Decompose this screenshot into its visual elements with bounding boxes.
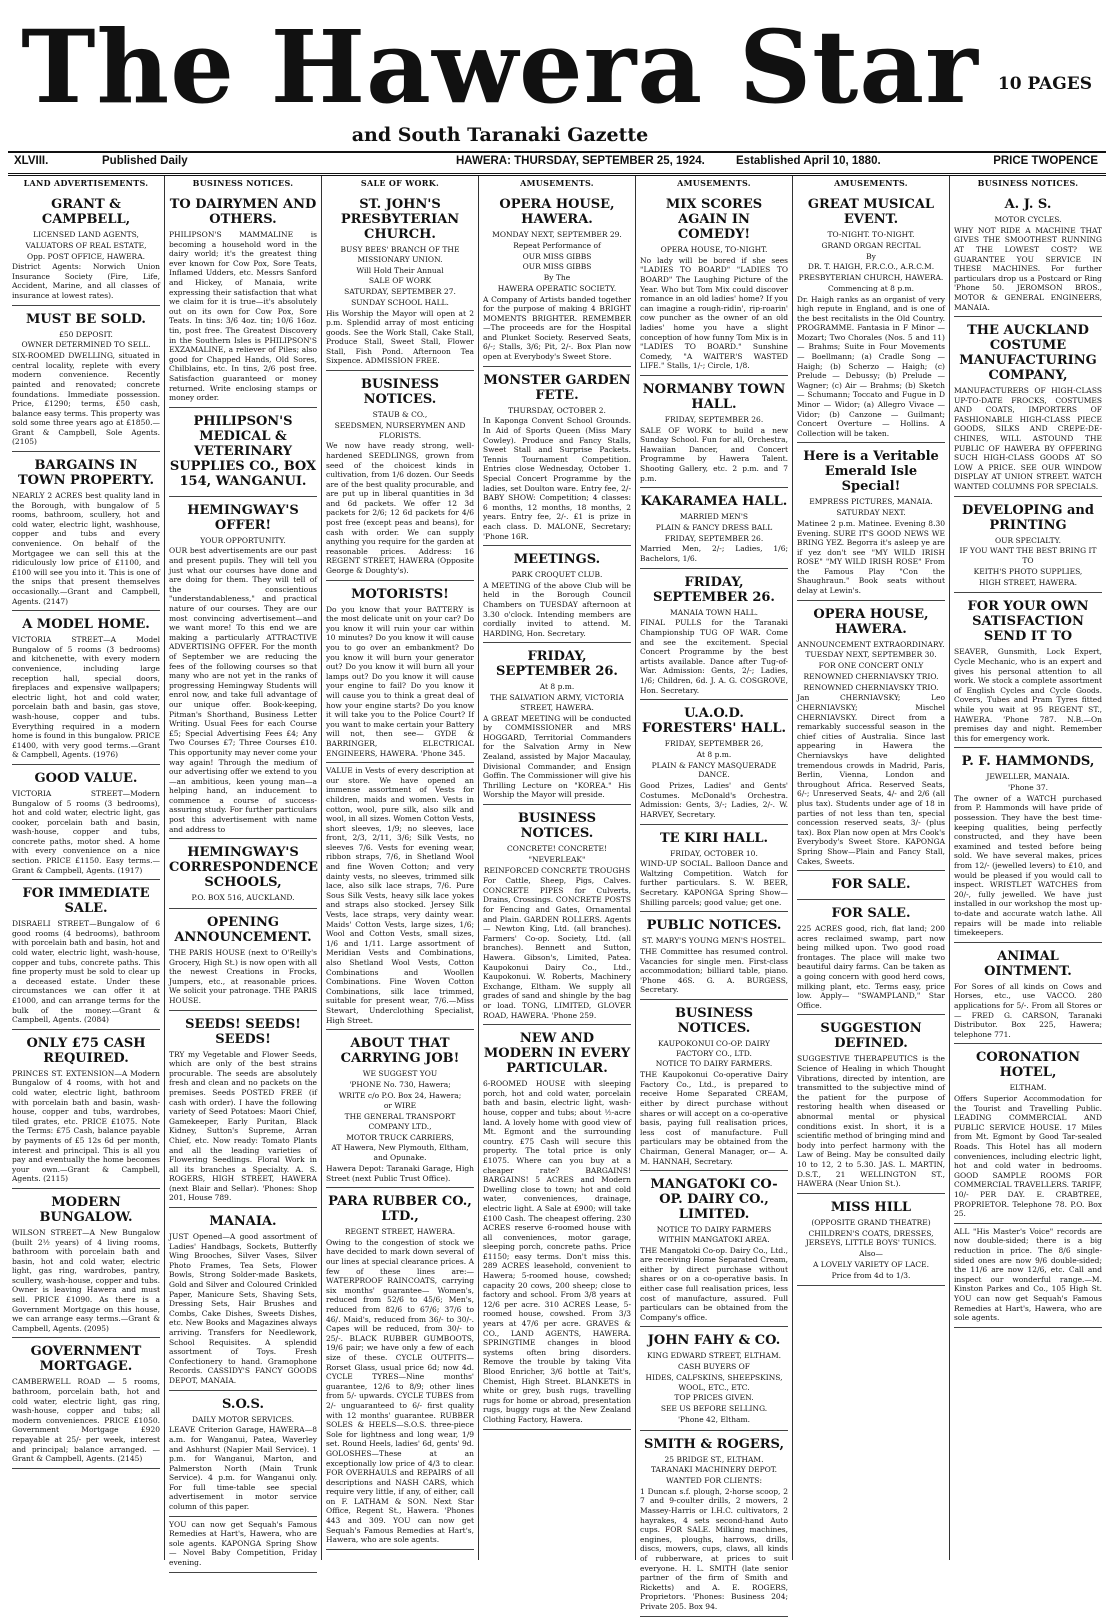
ad-line: MOTOR TRUCK CARRIERS, [346,1132,454,1142]
ad-body: SUGGESTIVE THERAPEUTICS is the Science of Healing in which Thought Vibrations, directed by intention, are transmitted to the subjective mind of the patient for the purpose of restoring health when diseased or abnormal mental or physical conditions exist. In short, it is a scientific method of bringing mind and body into perfect harmony with the Law of Being. May be consulted daily 10 to 12, 2 to 5.30. JAS. L. MARTIN, D.S.T., 21 WELLINGTON ST., HAWERA (Near Union St.). [797,1054,945,1189]
price: PRICE TWOPENCE [993,155,1098,167]
ad-heading: MISS HILL [830,1199,912,1215]
advertisement [640,1171,788,1327]
advertisement [954,317,1102,497]
ad-line: SEEDSMEN, NURSERYMEN AND FLORISTS. [334,420,466,440]
ad-line: DR. T. HAIGH, F.R.C.O., A.R.C.M. [807,262,935,272]
ad-heading: OPENING ANNOUNCEMENT. [174,915,312,945]
ad-line: OUR MISS GIBBS [522,262,592,272]
ad-line: PLAIN & FANCY MASQUERADE DANCE. [651,760,777,780]
ad-line: THURSDAY, OCTOBER 2. [508,405,606,415]
ad-line: RENOWNED CHERNIAVSKY TRIO. [803,682,939,692]
ad-line: OPERA HOUSE, TO-NIGHT. [660,245,768,254]
ad-heading: MUST BE SOLD. [26,311,146,327]
advertisement [640,569,788,701]
ad-body: The owner of a WATCH purchased from P. Hammonds will have pride of possession. They have the best time-keeping qualities, being perfectly constructed, and they have been examined and tested before being sold. We have several makes, prices from 12/- (jewelled levers) to £10, and would be pleased if you would call to inspect. WRISTLET WATCHES from 20/-, fully jewelled. We have just installed in our workshop the most up-to-date and accurate watch lathe. All repairs will be made into reliable timekeepers. [954,793,1102,938]
ad-line: By [866,251,876,261]
ad-line: 25 BRIDGE ST., ELTHAM. [664,1454,764,1464]
ad-line: JEWELLER, MANAIA. [986,772,1070,782]
ad-line: KAUPOKONUI CO-OP. DAIRY FACTORY CO., LTD. [658,1038,770,1058]
ad-body: THE Committee has resumed control. Vacancies for single men. First-class accommodation; billiard table, piano. 'Phone 46S. G. A. BURGESS, Secretary. [640,946,788,995]
ad-heading: A. J. S. [1004,197,1052,212]
column-5 [636,176,793,1611]
ad-body: 225 ACRES good, rich, flat land; 200 acres reclaimed swamp, part now being milked upon. Two good road frontages. The place will make two beautiful dairy farms. Can be taken as a going concern with good herd cows, milking plant, etc. Terms easy, price low. Apply— "SWAMPLAND," Star Office. [797,924,945,1010]
ad-line: £50 DEPOSIT. [59,329,113,339]
ad-line: AT Hawera, New Plymouth, Eltham, and Opunake. [331,1143,469,1163]
ad-body: Good Prizes, Ladies' and Gents' Costumes. McDonald's Orchestra. Admission: Gents, 3/-; Ladies, 2/-. W. HARVEY, Secretary. [640,781,788,819]
ad-heading: BUSINESS NOTICES. [674,1005,754,1036]
ad-body: Offers Superior Accommodation for the Tourist and Travelling Public. LEADING COMMERCIAL AND PUBLIC SERVICE HOUSE. 17 Miles from Mt. Egmont by Good Tar-sealed Roads. This Hotel has all modern conveniences, including electric light, hot and cold water in bedrooms. GOOD SAMPLE ROOMS FOR COMMERCIAL TRAVELLERS. TARIFF, 10/- PER DAY. E. CRABTREE, PROPRIETOR. Telephone 78. P.O. Box 25. [954,1094,1102,1219]
ad-line: DAILY MOTOR SERVICES. [191,1414,295,1424]
ad-line: ANNOUNCEMENT EXTRAORDINARY. [797,639,945,649]
column-header: AMUSEMENTS. [520,178,594,188]
ad-heading: GOOD VALUE. [34,770,138,786]
ad-line: SALE OF WORK [368,276,432,286]
ad-heading: P. F. HAMMONDS, [961,754,1095,770]
newspaper-title: The Hawera Star [21,8,979,126]
ad-heading: FRIDAY, SEPTEMBER 26. [496,649,618,680]
ad-line: RENOWNED CHERNIAVSKY TRIO. [803,671,939,681]
column-header: AMUSEMENTS. [834,178,908,188]
ad-line: At 8 p.m. [696,749,732,759]
advertisement [169,1391,317,1517]
ad-body: SIX-ROOMED DWELLING, situated in central locality, replete with every modern convenience. Recently painted and renovated; concrete foundations. Immediate possession. Price, £1290; terms, £50 cash, balance easy terms. This property was sold some three years ago at £1850.—Grant & Campbell, Sole Agents. (2105) [12,351,160,447]
ad-body: JUST Opened—A good assortment of Ladies' Handbags, Sockets, Butterfly Wing Brooches, Silver Vases, Silver Photo Frames, Tea Sets, Flower Bowls, Strong Solder-made Baskets, Gold and Silver and Coloured Crinkled Paper, Manicure Sets, Shaving Sets, Dressing Sets, Hair Brushes and Combs, Cake Dishes, Sweets Dishes, etc. New Books and Magazines always arriving. Transfers for Needlework, School Requisites. A splendid assortment of Toys. Fresh Confectionery to hand. Gramophone Records. CASSIDY'S FANCY GOODS DEPOT, MANAIA. [169,1232,317,1385]
ad-heading: OPERA HOUSE, HAWERA. [499,197,615,227]
column-7 [950,176,1106,1560]
advertisement [797,443,945,600]
advertisement [640,825,788,913]
advertisement [169,839,317,909]
ad-line: FRIDAY, SEPTEMBER 26. [664,533,764,543]
ad-body: VICTORIA STREET—Modern Bungalow of 5 rooms (3 bedrooms), hot and cold water, electric light, gas cooker, porcelain bath and basin, wash-house, copper and tubs, concrete paths, motor shed. A home with every convenience on a nice section. PRICE £1150. Easy terms.—Grant & Campbell, Agents. (1917) [12,788,160,875]
ad-line: TUESDAY NEXT, SEPTEMBER 30. [805,650,937,660]
ad-line: YOUR OPPORTUNITY. [200,535,286,545]
advertisement [12,306,160,452]
ad-body: In Kaponga Convent School Grounds. In Aid of Sports Queen (Miss Mary Cowley). Produce and Fancy Stalls, Sweet Stall and Surprise Packets. Tennis Tournament Competition. Entries close Wednesday, October 1. Special Concert Programme by the ladies, set Doulton ware. Entry fee, 2/- BABY SHOW: Competition; 4 classes: 6 months, 12 months, 18 months, 2 years. Entry fee, 2/-. £1 is prize in each class. D. MALONE, Secretary; 'Phone 16R. [483,416,631,541]
ad-heading: GREAT MUSICAL EVENT. [807,197,935,227]
advertisement [640,1327,788,1430]
ad-body: His Worship the Mayor will open at 2 p.m. Splendid array of most enticing goods. See the Work Stall, Cake Stall, Produce Stall, Sweet Stall, Flower Stall, Fish Pond. Afternoon Tea Sixpence. ADMISSION FREE. [326,308,474,366]
ad-body: Hawera Depot: Taranaki Garage, High Street (next Public Trust Office). [326,1163,474,1183]
advertisement [12,1338,160,1468]
ad-heading: THE AUCKLAND COSTUME MANUFACTURING COMPANY, [959,323,1097,384]
advertisement [954,1044,1102,1223]
ad-heading: SEEDS! SEEDS! SEEDS! [185,1016,301,1047]
ad-line: THE GENERAL TRANSPORT COMPANY LTD., [344,1112,456,1131]
ad-heading: PARA RUBBER CO., LTD., [328,1194,472,1225]
ad-body: CAMBERWELL ROAD — 5 rooms, bathroom, porcelain bath, hot and cold water, electric light, gas ring, wash-house, copper and tubs; all modern conveniences. PRICE £1050. Government Mortgage £920 repayable at 25/- per week, interest and principal; balance arranged. — Grant & Campbell, Agents. (2145) [12,1377,160,1464]
ad-heading: MANAIA. [209,1214,277,1230]
advertisement [640,376,788,488]
ad-body: For Sores of all kinds on Cows and Horses, etc., use VACCO. 280 applications for 5/-. From all Stores or— FRED G. CARSON, Taranaki Distributor. Box 225, Hawera; telephone 771. [954,981,1102,1039]
ad-line: TARANAKI MACHINERY DEPOT. [650,1465,778,1475]
advertisement [326,1188,474,1550]
ad-body: We now have ready strong, well-hardened SEEDLINGS, grown from seed of the choicest kinds in cultivation, from 1/6 dozen. Our Seeds are of the best quality procurable, and are put up in liberal quantities in 3d and 6d packets. We offer 12 3d packets for 2/6; 12 6d packets for 4/6 post free (except peas and beans), for cash with order. We can supply anything you require for the garden at reasonable prices. Address: 16 REGENT STREET, HAWERA (Opposite George & Doughty's). [326,441,474,576]
advertisement [12,1189,160,1339]
ad-line: OWNER DETERMINED TO SELL. [21,340,151,350]
column-header: BUSINESS NOTICES. [192,178,294,188]
ad-body: WILSON STREET—A New Bungalow (built 2½ years) of 4 living rooms, bathroom with porcelain bath and basin, hot and cold water, electric light, gas ring, wardrobes, pantry, scullery, wash-house, copper and tubs. Owner is leaving Hawera and must sell. PRICE £1090. As there is a Government Mortgage on this house, we can arrange easy terms.—Grant & Campbell, Agents. (2095) [12,1227,160,1333]
volume-number: XLVIII. [14,155,49,167]
ad-line: SATURDAY NEXT. [836,508,906,518]
ad-heading: MONSTER GARDEN FETE. [483,372,631,403]
ad-line: EMPRESS PICTURES, MANAIA. [809,497,933,507]
ad-line: HIGH STREET, HAWERA. [978,577,1078,587]
ad-line: At 8 p.m. [539,682,575,692]
ad-line: FRIDAY, SEPTEMBER 26. [664,414,764,424]
ad-heading: GOVERNMENT MORTGAGE. [30,1344,142,1375]
advertisement [12,765,160,880]
advertisement [169,1208,317,1391]
advertisement [797,1015,945,1193]
ad-heading: BUSINESS NOTICES. [360,377,440,408]
advertisement [12,1030,160,1189]
advertisement [483,805,631,1025]
ad-line: TO-NIGHT. TO-NIGHT. [827,230,915,239]
ad-heading: HEMINGWAY'S CORRESPONDENCE SCHOOLS, [169,845,318,891]
ad-body: MANUFACTURERS OF HIGH-CLASS UP-TO-DATE FROCKS, COSTUMES AND COATS, IMPORTERS OF FASHIONABLE HIGH-CLASS PIECE GOODS, SILKS AND CREPE-DE-CHINES, WILL ASTOUND THE PUBLIC OF HAWERA BY OFFERING SUCH HIGH-CLASS GOODS AT SO LOW A PRICE. SEE OUR WINDOW DISPLAY AT UNION STREET. WATCH WANTED COLUMNS FOR SPECIALS. [954,386,1102,492]
ad-body: FINAL PULLS for the Taranaki Championship TUG OF WAR. Come and see the excitement. Special Concert Programme by the best artists available. Dance after Tug-of-War. Admission: Gents, 2/-; Ladies, 1/6; Children, 6d. J. A. G. COSGROVE, Hon. Secretary. [640,618,788,695]
advertisement [326,371,474,581]
ad-heading: CORONATION HOTEL, [975,1050,1081,1081]
ad-body: Married Men, 2/-; Ladies, 1/6; Bachelors, 1/6. [640,544,788,564]
advertisement [169,1517,317,1573]
ad-heading: NEW AND MODERN IN EVERY PARTICULAR. [483,1031,631,1077]
column-header: LAND ADVERTISEMENTS. [23,178,149,188]
ad-line: WANTED FOR CLIENTS: [666,1476,762,1486]
advertisement [954,497,1102,594]
advertisement [326,191,474,371]
columns-container [8,176,1106,1611]
ad-heading: S.O.S. [222,1396,264,1412]
ad-body: 6-ROOMED HOUSE with sleeping porch, hot and cold water, porcelain bath and basin, electric light, wash-house, copper and tubs; about ½-acre land. A lovely home with good view of Mt. Egmont and the surrounding country. £75 Cash will secure this property. The total price is only £1075. Where can you buy at a cheaper rate? BARGAINS! BARGAINS! 5 ACRES and Modern Dwelling close to town; hot and cold water, conveniences, drainage, electric light. A Sale at £900; will take £100 Cash. The cheapest offering. 230 ACRES reserve 6-roomed house with all conveniences, motor garage, sleeping porch, concrete paths. Price £1150; easy terms. Don't miss this. 289 ACRES leasehold, convenient to Hawera; 5-roomed house, cowshed; capacity 20 cows, 200 sheep; close to factory and school. From 3/8 years at 12/6 per acre. 310 ACRES Lease, 5-roomed house, cowshed. From 3/3 years at 47/6 per acre. GRAVES & CO., LAND AGENTS, HAWERA. SPRINGTIME changes in blood systems often bring disorders. Remove the trouble by taking Vita Blood Enricher, 3/6 bottle at Tait's, Chemist, High Street. BLANKETS in white or grey, bush rugs, travelling rugs for home or abroad, presentation rugs, buggy rugs at the New Zealand Clothing Factory, Hawera. [483,1079,631,1424]
ad-line: BUSY BEES' BRANCH OF THE MISSIONARY UNION. [340,245,460,264]
ad-body: SEAVER, Gunsmith, Lock Expert, Cycle Mechanic, who is an expert and gives his personal attention to all work. We stock a complete assortment of English Cycles and Cycle Goods. Covers, Tubes and Pram Tyres fitted while you wait at 95 REGENT ST., HAWERA. 'Phone 787. N.B.—On premises day and night. Remember this for emergency work. [954,647,1102,743]
ad-body: ALL "His Master's Voice" records are now double-sided; there is a big reduction in price. The 8/6 single-sided ones are now 9/6 double-sided; the 11/6 are now 12/6, etc. Call and inspect our wonderful range.—M. Kinston Parkes and Co., 105 High St. YOU can now get Sequah's Famous Remedies at Hart's, Hawera, who are sole agents. [954,1226,1102,1323]
ad-body: THE Kaupokonui Co-operative Dairy Factory Co., Ltd., is prepared to receive Home Separated CREAM, either by direct purchase without shares or will accept on a co-operative basis, paying full realisation prices, less cost of manufacture. Full particulars may be obtained from the Chairman, General Manager, or— A. M. HANNAH, Secretary. [640,1070,788,1166]
ad-line: Opp. POST OFFICE, HAWERA. [26,251,146,261]
ad-body: PHILIPSON'S MAMMALINE is becoming a household word in the dairy world; it's the greatest thing ever known for Cow Pox, Sore Teats, Inflamed Udders, etc. Messrs Sanford and Hickey, of Manaia, write expressing their satisfaction that what we claim for it is true—it's absolutely out on its own for Cow Pox, Sore Teats. In tins: 3/6 4oz. tin; 10/6 16oz. tin, post free. The Greatest Discovery in the Southern Isles is PHILIPSON'S EXZAMALINE, a reliever of Piles; also good for Chapped Hands, Old Sores, Chilblains, etc. In tins, 2/6 post free. Satisfaction guaranteed or money returned. Write enclosing stamps or money order. [169,230,317,403]
ad-line: KING EDWARD STREET, ELTHAM. [646,1351,782,1361]
ad-body: NEARLY 2 ACRES best quality land in the Borough, with bungalow of 5 rooms, bathroom, scullery, hot and cold water, electric light, washhouse, copper and tubs and every convenience. On behalf of the Mortgagee we can sell this at the ridiculously low price of £1100, and £100 will see you into it. This is one of the snips that present themselves occasionally.—Grant and Campbell, Agents. (2147) [12,491,160,606]
ad-line: THE SALVATION ARMY, VICTORIA STREET, HAWERA. [490,693,624,712]
ad-heading: SUGGESTION DEFINED. [820,1021,922,1052]
ad-body: Jan CHERNIAVSKY; Leo CHERNIAVSKY; Mischel CHERNIAVSKY. Direct from a remarkably successful season in the chief cities of Australia. Since last appearing in Hawera the Cherniavskys have delighted tremendous crowds in Madrid, Paris, Berlin, Vienna, London and throughout Africa. Reserved Seats, 6/-; Unreserved Seats, 4/- and 2/6 (all plus tax). Students under age of 18 in parties of not less than ten, special concession reserved seats, 3/- (plus tax). Box Plan now open at Mrs Cook's Everybody's Sweet Store. KAPONGA Spring Show—Plain and Fancy Stall, Cakes, Sweets. [797,693,945,866]
ad-body: For Cattle, Sheep, Pigs, Calves. CONCRETE PIPES for Culverts, Drains, Crossings. CONCRETE POSTS for Fencing and Gates, Ornamental and Plain. GARDEN ROLLERS. Agents— Newton King, Ltd. (all branches). Farmers' Co-op. Society, Ltd. (all branches). Bennett and Sutton, Hawera. Gibson's, Limited, Patea. Kaupokonui Dairy Co., Ltd., Kaupokonui. W. Roberts, Machinery Exchange, Eltham. We supply all grades of sand and shingle by the bag or load. TONG, LIMITED, GLOVER ROAD, HAWERA. 'Phone 259. [483,876,631,1020]
dateline-bar [8,151,1106,176]
ad-line: Also— [859,1249,883,1258]
advertisement [954,1224,1102,1328]
advertisement [169,408,317,497]
ad-line: FRIDAY, OCTOBER 10. [670,848,758,858]
ad-heading: A MODEL HOME. [22,617,150,633]
advertisement [169,497,317,840]
advertisement [640,1000,788,1171]
column-header: AMUSEMENTS. [677,178,751,188]
ad-body: VICTORIA STREET—A Model Bungalow of 5 rooms (3 bedrooms) and kitchenette, with every modern convenience, including large reception hall, special doors, fireplaces and expensive wallpapers; electric light, hot and cold water, porcelain bath and basin, gas stove, wash-house, copper and tubs. Everything required in a modern home is found in this bungalow. PRICE £1400, with very good terms.—Grant & Campbell, Agents. (1976) [12,635,160,760]
ad-line: PARK CROQUET CLUB. [511,570,603,580]
ad-line: REGENT STREET, HAWERA. [344,1227,456,1237]
ad-line: KEITH'S PHOTO SUPPLIES, [973,566,1083,576]
ad-line: Repeat Performance of [513,240,601,250]
ad-body: District Agents: Norwich Union Insurance Society (Fire, Life, Accident, Marine, and all classes of insurance at lowest rates). [12,262,160,301]
ad-line: P.O. BOX 516, AUCKLAND. [191,893,295,903]
advertisement [169,1011,317,1209]
masthead [0,0,1114,172]
ad-heading: MODERN BUNGALOW. [39,1194,133,1225]
ad-body: Matinee 2 p.m. Matinee. Evening 8.30 Evening. SURE IT'S GOOD NEWS WE BRING YEZ. Begorra it's asleep ye are if yez don't see "MY WILD IRISH ROSE" "MY WILD IRISH ROSE" From the Famous Play "Con the Shaughraun." Book seats without delay at Lewin's. [797,518,945,596]
ad-heading: TE KIRI HALL. [659,830,769,846]
ad-heading: MANGATOKI CO-OP. DAIRY CO., LIMITED. [650,1177,778,1223]
ad-heading: KAKARAMEA HALL. [640,494,788,510]
ad-line: A LOVELY VARIETY OF LACE. [812,1259,929,1269]
ad-body: OUR best advertisements are our past and present pupils. They will tell you just what our courses have done and are doing for them. They will tell of the conscientious "understandableness," and practical nature of our courses. They are our most convincing advertisement—and we want more! To this end we are making a particularly ATTRACTIVE ADVERTISING OFFER. For the month of September we are reducing the fees of the following courses so that many who are not yet in the ranks of progressing Hemingway Students will enrol now, and take full advantage of our unique offer. Book-keeping, Pitman's Shorthand, Business Letter Writing. Usual Fees for each Course £5; Special Advertising Fees £4; Any Two Courses £7; Three Courses £10. This opportunity may never come your way again! Through the medium of our advertising offer we extend to you—an ambitious, keen young man—a helping hand, an inducement to commence a course of success-assuring study. For further particulars post this advertisement with name and address to [169,546,317,834]
ad-heading: ST. JOHN'S PRESBYTERIAN CHURCH. [340,197,460,242]
ad-line: WE SUGGEST YOU [362,1069,438,1079]
advertisement [640,912,788,1000]
ad-heading: HEMINGWAY'S OFFER! [187,502,299,533]
ad-body: PRINCES ST. EXTENSION—A Modern Bungalow of 4 rooms, with hot and cold water, electric light, bathroom with porcelain bath and basin, wash-house, copper and tubs, wardrobes, tiled grates, etc. PRICE £1075. Note the Terms: £75 Cash, balance payable by payments of £5 12s 6d per month, interest and principal. This is all you pay and eventually the home becomes your own.—Grant & Campbell, Agents. (2115) [12,1068,160,1184]
advertisement [797,191,945,443]
ad-line: VALUATORS OF REAL ESTATE, [25,240,147,250]
advertisement [12,452,160,611]
column-3 [322,176,479,1560]
ad-line: PRESBYTERIAN CHURCH, HAWERA. [798,273,944,282]
column-header: BUSINESS NOTICES. [977,178,1079,188]
ad-line: PLAIN & FANCY DRESS BALL [655,522,773,532]
ad-body: No lady will be bored if she sees "LADIES TO BOARD" "LADIES TO BOARD" The Laughing Picture of the Year. Who but Tom Mix could discover romance in an old ladies' home? If you can imagine a rough-ridin', rip-roarin' cow puncher as the owner of an old ladies' home you have a slight conception of how funny Tom Mix is in "LADIES TO BOARD." Sunshine Comedy, "A WAITER'S WASTED LIFE." Stalls, 1/-; Circle, 1/8. [640,255,788,371]
advertisement [954,191,1102,317]
ad-heading: GRANT & CAMPBELL, [41,197,131,227]
ad-line: (OPPOSITE GRAND THEATRE) [811,1217,931,1227]
ad-heading: PUBLIC NOTICES. [646,918,782,934]
ad-heading: ABOUT THAT CARRYING JOB! [340,1036,460,1067]
ad-heading: FOR IMMEDIATE SALE. [22,886,150,917]
ad-body: THE Mangatoki Co-op. Dairy Co., Ltd., are receiving Home Separated Cream, either by direct purchase without shares or on a co-operative basis. In either case full realisation prices, less cost of manufacture, assured. Full particulars can be obtained from the Company's office. [640,1245,788,1322]
published-daily: Published Daily [102,155,188,167]
advertisement [797,900,945,1015]
ad-heading: ONLY £75 CASH REQUIRED. [26,1035,146,1066]
ad-line: ST. MARY'S YOUNG MEN'S HOSTEL. [641,936,787,946]
ad-line: HAWERA OPERATIC SOCIETY. [497,283,617,293]
ad-body: YOU can now get Sequah's Famous Remedies at Hart's, Hawera, who are sole agents. KAPONGA Spring Show — Novel Baby Competition, Friday evening. [169,1519,317,1568]
ad-heading: OPERA HOUSE, HAWERA. [813,606,929,637]
ad-heading: FOR SALE. [831,877,911,893]
ad-heading: Here is a Veritable Emerald Isle Special! [803,449,939,495]
advertisement [483,1025,631,1429]
ad-line: SUNDAY SCHOOL HALL. [351,297,449,307]
ad-body: DISRAELI STREET—Bungalow of 6 good rooms (4 bedrooms), bathroom with porcelain bath and basin, hot and cold water, electric light, wash-house, copper and tubs, concrete paths. This fine property must be sold to clear up a deceased estate. Under these circumstances we can offer it at £1000, and can arrange terms for the bulk of the money.—Grant & Campbell, Agents. (2084) [12,919,160,1025]
ad-line: OUR MISS GIBBS [522,251,592,261]
ad-heading: JOHN FAHY & CO. [647,1333,781,1349]
ad-body: THE PARIS HOUSE (next to O'Reilly's Grocery, High St.) is now open with all the newest Creations in Frocks, Jumpers, etc., at reasonable prices. We solicit your patronage. THE PARIS HOUSE. [169,948,317,1005]
ad-heading: BUSINESS NOTICES. [517,811,597,842]
ad-line: FOR ONE CONCERT ONLY [818,661,924,671]
advertisement [640,1431,788,1617]
ad-line: 'PHONE No. 730, Hawera; [349,1079,451,1089]
ad-heading: PHILIPSON'S MEDICAL & VETERINARY SUPPLIES CO., BOX 154, WANGANUI. [169,413,317,489]
advertisement [797,871,945,900]
advertisement [954,943,1102,1045]
ad-body: A MEETING of the above Club will be held in the Borough Council Chambers on TUESDAY afternoon at 3.30 o'clock. Intending members are cordially invited to attend. M. HARDING, Hon. Secretary. [483,580,631,638]
column-6 [793,176,950,1560]
ad-body: LEAVE Criterion Garage, HAWERA—8 a.m. for Wanganui, Patea, Waverley and Ashhurst (Napier Mail Service). 1 p.m. for Wanganui, Marton, and Palmerston North (Main Trunk Service). 4 p.m. for Wanganui only. For full time-table see special advertisement in motor service column of this paper. [169,1425,317,1512]
ad-line: OUR SPECIALTY. [994,535,1062,545]
ad-line: ELTHAM. [1009,1083,1047,1093]
ad-heading: ANIMAL OINTMENT. [984,948,1072,979]
ad-body: VALUE in Vests of every description at our store. We have opened an immense assortment of Vests for children, maids and women. Vests in cotton, wool, pure silk, also silk and wool, in all sizes. Women Cotton Vests, short sleeves, 1/9; no sleeves, lace front, 2/3, 2/11, 3/6; Silk Vests, no sleeves 7/6. Vests for evening wear, ribbon straps, 7/6, in Shetland Wool and fine Woven Cotton; and very dainty vests, no sleeves, trimmed silk lace, also silk lace straps, 7/6. Pure Sous Silk Vests, heavy silk lace yokes and straps also stocked. Jersey Silk Vests, lace straps, very dainty wear. Maids' Cotton Vests, large sizes, 1/6; Wool and Cotton Vests, small sizes, 1/6 and 1/11. Large assortment of Meridian Vests and Combinations, also Shetland Wool Vests, Cotton Combinations and Woollen Combinations. Fine Woven Cotton Combinations, silk lace trimmed, suitable for present wear, 7/6.—Miss Stewart, Underclothing Specialist, High Street. [326,766,474,1025]
ad-line: MOTOR CYCLES. [994,215,1062,224]
column-1 [8,176,165,1560]
ad-heading: FOR SALE. [831,906,911,922]
ad-line: HIDES, CALFSKINS, SHEEPSKINS, WOOL, ETC., ETC. [645,1372,783,1392]
ad-heading: FOR YOUR OWN SATISFACTION SEND IT TO [967,599,1089,645]
advertisement [954,748,1102,942]
ad-line: CONCRETE! CONCRETE! [507,844,607,854]
page-count: 10 PAGES [997,74,1092,94]
ad-line: SATURDAY, SEPTEMBER 27. [344,287,456,296]
dateline: HAWERA: THURSDAY, SEPTEMBER 25, 1924. [456,155,705,167]
column-header: SALE OF WORK. [360,178,440,188]
ad-heading: MEETINGS. [513,552,601,568]
ad-line: NOTICE TO DAIRY FARMERS. [655,1059,773,1069]
ad-line: IF YOU WANT THE BEST BRING IT TO [959,546,1097,566]
newspaper-subtitle: and South Taranaki Gazette [351,124,649,146]
ad-heading: FRIDAY, SEPTEMBER 26. [653,574,775,605]
advertisement [483,546,631,643]
advertisement [12,191,160,306]
ad-body: WHY NOT RIDE A MACHINE THAT GIVES THE SMOOTHEST RUNNING AT THE LOWEST COST? WE GUARANTEE YOU SERVICE IN THESE MACHINES. For further particulars drop us a Postcard or Ring 'Phone 50. JEROMSON BROS., MOTOR & GENERAL ENGINEERS, MANAIA. [954,225,1102,312]
ad-line: Commencing at 8 p.m. [827,283,915,293]
advertisement [12,611,160,765]
established-date: Established April 10, 1880. [736,155,881,167]
ad-body: Owing to the congestion of stock we have decided to mark down several of our lines at special clearance prices. A few of these lines are:— WATERPROOF RAINCOATS, carrying six months' guarantee— Women's, reduced from 52/6 to 45/6; Men's, reduced from 82/6 to 67/6; 37/6 to 46/. Maid's, reduced from 36/- to 30/-. Capes will be reduced, from 30/- to 25/-. BLACK RUBBER GUMBOOTS, 19/6 pair; we have only a few of each size of these. CYCLE OUTFITS—Rorset Glass, usual price 6d; now 4d. CYCLE TYRES—Nine months' guarantee, 12/6 to 8/9; other lines from 5/- upwards. CYCLE TUBES from 2/- unguaranteed to 6/- first quality with 12 months' guarantee. RUBBER SOLES & HEELS—S.O.S. three-piece Sole for lightness and long wear, 1/9 set. Round Heels, ladies' 6d, gents' 9d. GOLOSHES—These at an exceptionally low price of 4/3 to clear. FOR OVERHAULS and REPAIRS of all descriptions and NASH CARS, which require very little, if any, of either, call on F. LATHAM & SON. Next Star Office, Regent St., Hawera. 'Phones 443 and 309. YOU can now get Sequah's Famous Remedies at Hart's, Hawera, who are sole agents. [326,1237,474,1545]
ad-heading: MIX SCORES AGAIN IN COMEDY! [665,197,763,242]
ad-line: Price from 4d to 1/3. [831,1270,911,1280]
advertisement [169,191,317,408]
ad-line: or WIRE [383,1101,417,1111]
column-4 [479,176,636,1560]
ad-line: CASH BUYERS OF [678,1362,750,1372]
ad-line: NOTICE TO DAIRY FARMERS WITHIN MANGATOKI AREA. [656,1225,772,1244]
ad-line: MONDAY NEXT, SEPTEMBER 29. [492,230,622,239]
advertisement [326,1030,474,1188]
advertisement [326,763,474,1030]
advertisement [169,909,317,1011]
column-2 [165,176,322,1568]
ad-heading: SMITH & ROGERS, [644,1436,784,1452]
ad-body: A Company of Artists banded together for the purpose of making 4 BRIGHT MOMENTS BRIGHTER. REMEMBER—The proceeds are for the Hospital and Plunket Society. Reserved Seats, 6/-; Stalls, 3/6; Pit, 2/-. Box Plan now open at Everybody's Sweet Store. [483,294,631,362]
ad-line: WRITE c/o P.O. Box 24, Hawera; [338,1090,462,1100]
ad-line: 'Phone 37. [1007,783,1049,793]
ad-body: TRY my Vegetable and Flower Seeds, which are only of the best strains procurable. The seeds are absolutely fresh and clean and no packets on the premises. Seeds POSTED FREE (if cash with order). I have the following variety of Seed Potatoes: Maori Chief, Gamekeeper, Early Puritan, Black Kidney, Sutton's Supreme, Arran Chief, etc. Now ready: Tomato Plants and all the leading varieties of Flowering Seedlings. Floral Work in all its branches a Specialty. A. S. ROGERS, HIGH STREET, HAWERA (next Blair and Sellar). 'Phones: Shop 201, House 789. [169,1049,317,1203]
ad-line: LICENSED LAND AGENTS, [33,230,139,239]
advertisement [797,601,945,871]
advertisement [640,191,788,376]
ad-line: STAUB & CO., [372,410,428,420]
ad-heading: NORMANBY TOWN HALL. [642,381,786,412]
advertisement [954,593,1102,748]
ad-line: MANAIA TOWN HALL. [670,607,758,617]
ad-body: 1 Duncan s.f. plough, 2-horse scoop, 2 7 and 9-coulter drills, 2 mowers, 2 Massey-Harris or I.H.C. cultivators, 2 hayrakes, 4 sets second-hand Auto cups. FOR SALE. Milking machines, engines, ploughs, harrows, drills, discs, mowers, cups, claws, all kinds of rubberware, at prices to suit everyone. H. L. SMITH (late senior partner of the firm of Smith and Ricketts) and A. E. ROGERS, Proprietors. 'Phones: Business 204; Private 205. Box 94. [640,1486,788,1611]
ad-body: SALE OF WORK to build a new Sunday School. Fun for all, Orchestra, Hawaiian Dancer, and Concert Programme by Hawera Talent. Shooting Gallery, etc. 2 p.m. and 7 p.m. [640,425,788,483]
ad-line: MARRIED MEN'S [679,512,749,522]
advertisement [797,1194,945,1287]
ad-line: GRAND ORGAN RECITAL [821,240,921,250]
ad-line: 'Phone 42, Eltham. [677,1414,751,1424]
ad-line: SEE US BEFORE SELLING. [660,1404,768,1414]
advertisement [483,191,631,367]
ad-line: TOP PRICES GIVEN. [674,1393,754,1403]
advertisement [640,700,788,824]
ad-body: WIND-UP SOCIAL. Balloon Dance and Waltzing Competition. Watch for further particulars. S. W. BEER, Secretary. KAPONGA Spring Show—Shilling parcels; good value; get one. [640,859,788,907]
ad-heading: DEVELOPING and PRINTING [962,502,1094,533]
ad-body: Dr. Haigh ranks as an organist of very high repute in England, and is one of the best recitalists in the Old Country. PROGRAMME. Fantasia in F Minor — Mozart; Two Chorales (Nos. 5 and 11) — Brahms; Suite in Four Movements — Boellmann; (a) Cradle Song — Haigh; (b) Scherzo — Haigh; (c) Prelude — Debussy; (b) Prelude — Wagner; (c) Air — Brahms; (b) Sketch — Schumann; Toccato and Fugue in D Minor — Widor; (a) Allegro Vivace — Vidor; (b) Canzone — Guilmant; Concert Overture — Hollins. A Collection will be taken. [797,294,945,438]
advertisement [483,643,631,805]
ad-line: "NEVERLEAK" [528,854,586,864]
ad-line: CHILDREN'S COATS, DRESSES, JERSEYS, LITTLE BOYS' TUNICS. [805,1228,937,1248]
advertisement [640,488,788,568]
ad-body: Do you know that your BATTERY is the most delicate unit on your car? Do you know it will ruin your car within 10 minutes? Do you know it will cause you to go over an embankment? Do you know it will burn your generator out? Do you know it will burn all your lamps out? Do you know it will cause your engine to fail? Do you know it will cause you to think a great deal of how your engine starts? Do you know it will take you to the Police Court? If you want to make certain your Battery will not, then see— GYDE & BARRINGER, ELECTRICAL ENGINEERS, HAWERA. 'Phone 345. [326,604,474,758]
ad-heading: MOTORISTS! [351,586,449,602]
ad-line: REINFORCED CONCRETE TROUGHS [483,865,631,875]
advertisement [326,581,474,764]
ad-line: Will Hold Their Annual [356,265,444,275]
ad-heading: TO DAIRYMEN AND OTHERS. [169,197,317,227]
ad-line: By The [543,273,571,282]
advertisement [12,880,160,1030]
ad-heading: BARGAINS IN TOWN PROPERTY. [18,458,154,489]
ad-body: A GREAT MEETING will be conducted by COMMISSIONER and MRS HOGGARD, Territorial Commanders for the Salvation Army in New Zealand, assisted by Major Macaulay, Divisional Commander, and Ensign Goffin. The Commissioner will give his Thrilling Lecture on "KOREA." His Worship the Mayor will preside. [483,713,631,800]
ad-line: FRIDAY, SEPTEMBER 26, [664,739,764,749]
ad-heading: U.A.O.D. FORESTERS' HALL. [641,706,787,737]
advertisement [483,367,631,546]
